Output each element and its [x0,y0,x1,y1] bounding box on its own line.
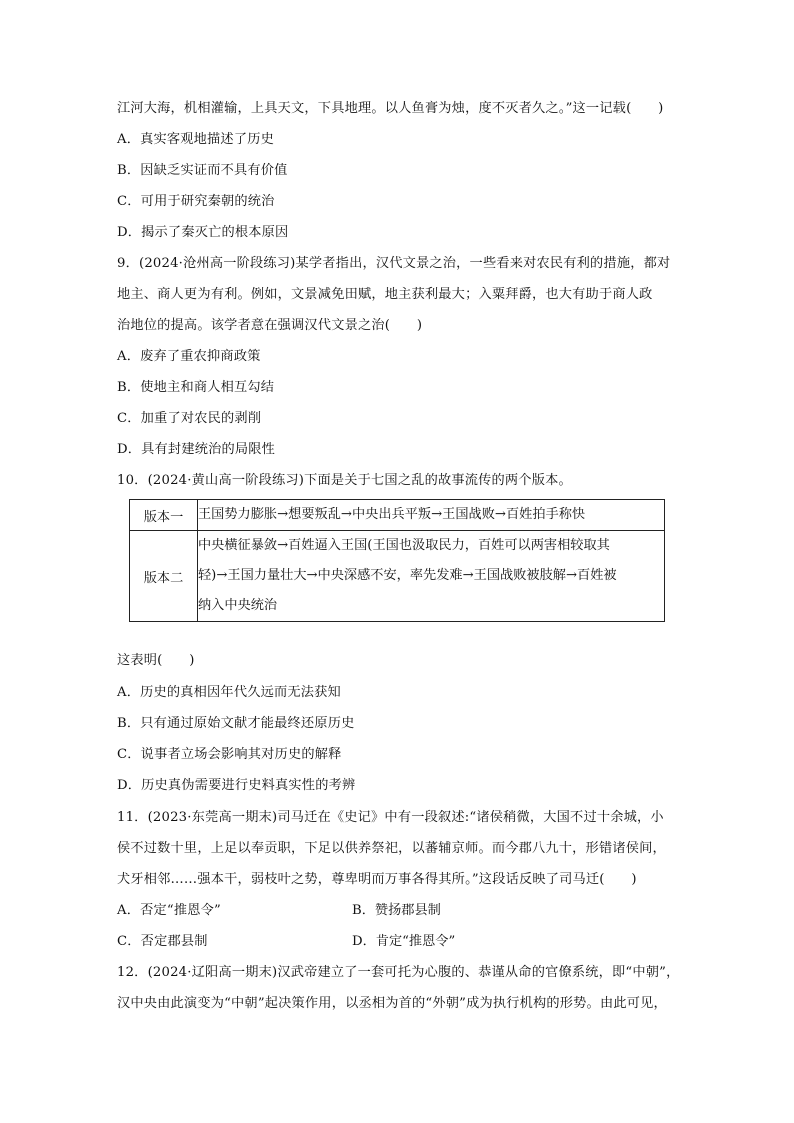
q10-tail: 这表明( ) [117,653,195,668]
q8-stem-tail: 江河大海，机相灌输，上具天文，下具地理。以人鱼膏为烛，度不灭者久之。”这一记载( ) [117,101,664,116]
q9-stem-line-2: 地主、商人更为有利。例如，文景减免田赋，地主获利最大；入粟拜爵，也大有助于商人政 [117,287,653,302]
q11-stem-line-3: 犬牙相邻……强本干，弱枝叶之势，尊卑明而万事各得其所。”这段话反映了司马迁( ) [117,872,637,887]
version-2-line-3: 纳入中央统治 [198,598,278,613]
q10-option-c: C．说事者立场会影响其对历史的解释 [117,747,342,762]
q9-option-c: C．加重了对农民的剥削 [117,411,262,426]
table-row [130,500,665,531]
q9-stem-line-1: 9．(2024·沧州高一阶段练习)某学者指出，汉代文景之治，一些看来对农民有利的措施，都对 [117,256,671,271]
q11-option-d: D．肯定“推恩令” [352,934,456,949]
q10-stem: 10．(2024·黄山高一阶段练习)下面是关于七国之乱的故事流传的两个版本。 [117,473,572,488]
q8-option-a: A．真实客观地描述了历史 [117,132,274,147]
q10-option-a: A．历史的真相因年代久远而无法获知 [117,685,341,700]
table-row [130,531,665,622]
q11-option-a: A．否定“推恩令” [117,903,221,918]
q8-option-d: D．揭示了秦灭亡的根本原因 [117,225,289,240]
version-1-line-1: 王国势力膨胀→想要叛乱→中央出兵平叛→王国战败→百姓拍手称快 [198,507,586,522]
q9-option-b: B．使地主和商人相互勾结 [117,380,275,395]
version-2-line-2: 轻)→王国力量壮大→中央深感不安，率先发难→王国战败被肢解→百姓被 [198,568,617,583]
q10-option-d: D．历史真伪需要进行史料真实性的考辨 [117,778,356,793]
q11-stem-line-1: 11．(2023·东莞高一期末)司马迁在《史记》中有一段叙述:“诸侯稍微，大国不过十余城，小 [117,810,664,825]
q9-option-a: A．废弃了重农抑商政策 [117,349,261,364]
version-2-label: 版本二 [130,531,198,622]
q11-option-b: B．赞扬郡县制 [352,903,441,918]
q12-stem-line-2: 汉中央由此演变为“中朝”起决策作用，以丞相为首的“外朝”成为执行机构的形势。由此可见， [117,996,667,1011]
version-2-content [198,531,665,622]
versions-table [129,499,665,622]
q11-stem-line-2: 侯不过数十里，上足以奉贡职，下足以供养祭祀，以蕃辅京师。而今郡八九十，形错诸侯间， [117,841,666,856]
q9-option-d: D．具有封建统治的局限性 [117,442,276,457]
q9-stem-line-3: 治地位的提高。该学者意在强调汉代文景之治( ) [117,318,423,333]
q8-option-b: B．因缺乏实证而不具有价值 [117,163,288,178]
q8-option-c: C．可用于研究秦朝的统治 [117,194,275,209]
version-1-label: 版本一 [130,500,198,531]
q12-stem-line-1: 12．(2024·辽阳高一期末)汉武帝建立了一套可托为心腹的、恭谨从命的官僚系统，即“中朝”， [117,965,680,980]
q11-option-c: C．否定郡县制 [117,934,208,949]
version-2-line-1: 中央横征暴敛→百姓逼入王国(王国也汲取民力，百姓可以两害相较取其 [198,538,610,553]
version-1-content [198,500,665,531]
q10-option-b: B．只有通过原始文献才能最终还原历史 [117,716,355,731]
